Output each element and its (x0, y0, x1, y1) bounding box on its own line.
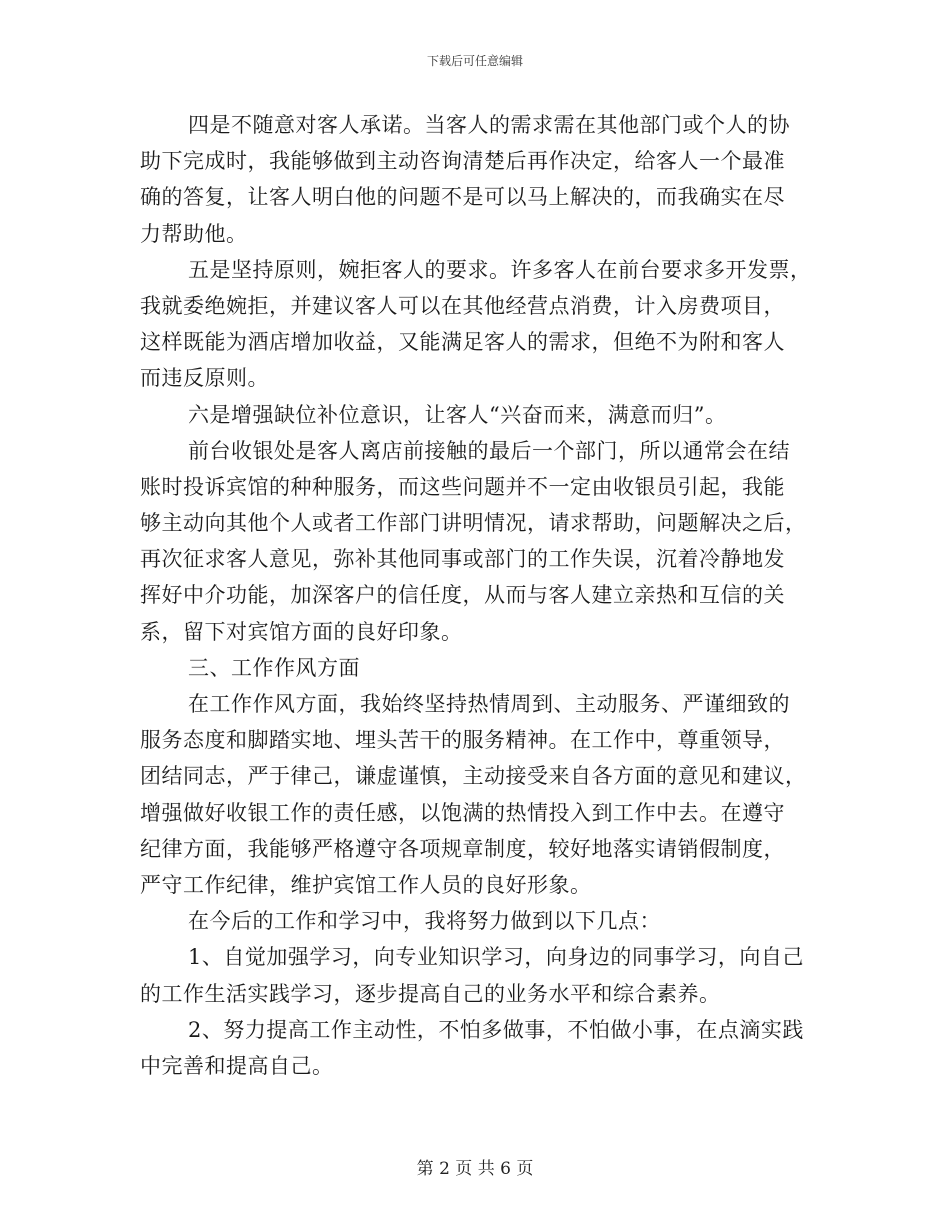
text-line: 我就委绝婉拒，并建议客人可以在其他经营点消费，计入房费项目， (140, 293, 785, 318)
text-line: 前台收银处是客人离店前接触的最后一个部门，所以通常会在结 (188, 438, 790, 463)
text-line: 六是增强缺位补位意识，让客人“兴奋而来，满意而归”。 (188, 402, 727, 427)
text-line: 在工作作风方面，我始终坚持热情周到、主动服务、严谨细致的 (188, 692, 790, 716)
text-line: 的工作生活实践学习，逐步提高自己的业务水平和综合素养。 (140, 981, 721, 1006)
text-line: 团结同志，严于律己，谦虚谨慎，主动接受来自各方面的意见和建议， (140, 764, 807, 789)
text-line: 挥好中介功能，加深客户的信任度，从而与客人建立亲热和互信的关 (140, 583, 785, 608)
page-number: 第 2 页 共 6 页 (416, 1159, 534, 1179)
text-line: 四是不随意对客人承诺。当客人的需求需在其他部门或个人的协 (188, 113, 790, 137)
section-heading: 三、工作作风方面 (188, 655, 360, 680)
document-body (140, 107, 812, 1084)
page-header: 下载后可任意编辑 (426, 54, 523, 68)
text-line: 确的答复，让客人明白他的问题不是可以马上解决的，而我确实在尽 (140, 185, 785, 210)
text-line: 服务态度和脚踏实地、埋头苦干的服务精神。在工作中，尊重领导， (140, 728, 785, 753)
text-line: 力帮助他。 (140, 221, 248, 246)
text-line: 中完善和提高自己。 (140, 1053, 334, 1078)
text-line: 在今后的工作和学习中，我将努力做到以下几点： (188, 909, 661, 934)
text-line: 而违反原则。 (140, 366, 269, 391)
text-line: 纪律方面，我能够严格遵守各项规章制度，较好地落实请销假制度， (140, 836, 785, 861)
text-line: 严守工作纪律，维护宾馆工作人员的良好形象。 (140, 872, 592, 897)
text-line: 增强做好收银工作的责任感，以饱满的热情投入到工作中去。在遵守 (140, 800, 785, 825)
text-line: 系，留下对宾馆方面的良好印象。 (140, 619, 463, 644)
text-line: 再次征求客人意见，弥补其他同事或部门的工作失误，沉着冷静地发 (140, 547, 785, 572)
text-line: 助下完成时，我能够做到主动咨询清楚后再作决定，给客人一个最准 (140, 149, 785, 174)
text-line: 账时投诉宾馆的种种服务，而这些问题并不一定由收银员引起，我能 (140, 474, 785, 499)
text-line: 1、自觉加强学习，向专业知识学习，向身边的同事学习，向自己 (188, 945, 804, 970)
text-line: 这样既能为酒店增加收益，又能满足客人的需求，但绝不为附和客人 (140, 330, 785, 355)
text-line: 五是坚持原则，婉拒客人的要求。许多客人在前台要求多开发票， (188, 257, 812, 282)
text-line: 2、努力提高工作主动性，不怕多做事，不怕做小事，在点滴实践 (188, 1017, 804, 1042)
text-line: 够主动向其他个人或者工作部门讲明情况，请求帮助，问题解决之后， (140, 511, 807, 536)
